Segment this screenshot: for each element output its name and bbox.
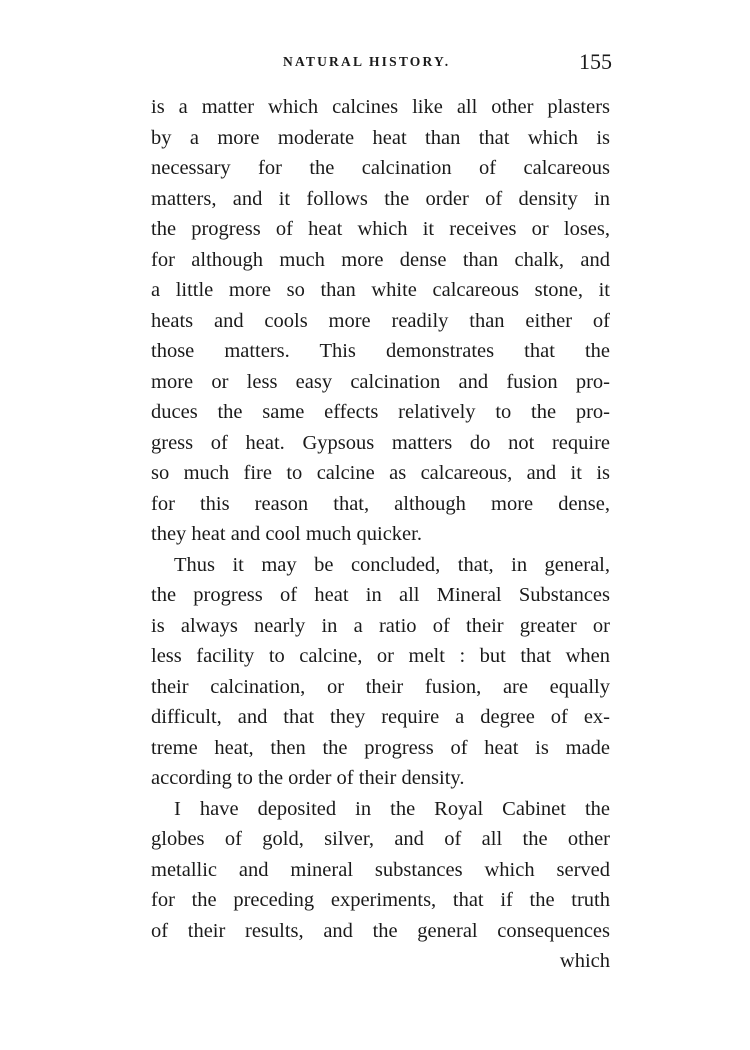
text-line: duces the same effects relatively to the pro- <box>151 401 610 423</box>
text-line: for the preceding experiments, that if the truth <box>151 889 610 911</box>
text-line: according to the order of their density. <box>151 767 465 789</box>
running-title: NATURAL HISTORY. <box>283 54 451 69</box>
text-line: is always nearly in a ratio of their greater or <box>151 614 610 637</box>
text-line: metallic and mineral substances which served <box>151 858 610 881</box>
text-line: heats and cools more readily than either of <box>151 309 610 332</box>
body-text <box>151 92 610 977</box>
text-line: of their results, and the general consequences <box>151 919 610 942</box>
text-line: for this reason that, although more dense, <box>151 492 610 515</box>
text-line: the progress of heat in all Mineral Substances <box>151 584 610 606</box>
text-line: for although much more dense than chalk, and <box>151 248 610 271</box>
page-number: 155 <box>579 49 612 74</box>
text-line: globes of gold, silver, and of all the other <box>151 828 610 850</box>
text-line: is a matter which calcines like all other plasters <box>151 96 610 118</box>
text-line: difficult, and that they require a degree of ex- <box>151 706 610 728</box>
catchword: which <box>559 950 610 972</box>
text-line: less facility to calcine, or melt : but that when <box>151 645 610 667</box>
text-line: gress of heat. Gypsous matters do not require <box>151 431 610 454</box>
text-line: matters, and it follows the order of density in <box>151 187 610 210</box>
text-line: by a more moderate heat than that which is <box>151 126 610 149</box>
text-line: their calcination, or their fusion, are equally <box>151 675 610 698</box>
text-line: a little more so than white calcareous stone, it <box>151 279 610 301</box>
text-line: those matters. This demonstrates that the <box>151 340 610 362</box>
text-line: Thus it may be concluded, that, in general, <box>174 553 610 576</box>
text-line: I have deposited in the Royal Cabinet the <box>174 797 610 820</box>
text-line: necessary for the calcination of calcareous <box>151 157 610 179</box>
page-header <box>150 49 612 76</box>
text-line: more or less easy calcination and fusion pro- <box>151 370 610 393</box>
text-line: the progress of heat which it receives or loses, <box>151 218 610 240</box>
text-line: they heat and cool much quicker. <box>151 523 422 545</box>
text-line: treme heat, then the progress of heat is made <box>151 736 610 759</box>
text-line: so much fire to calcine as calcareous, and it is <box>151 462 610 484</box>
